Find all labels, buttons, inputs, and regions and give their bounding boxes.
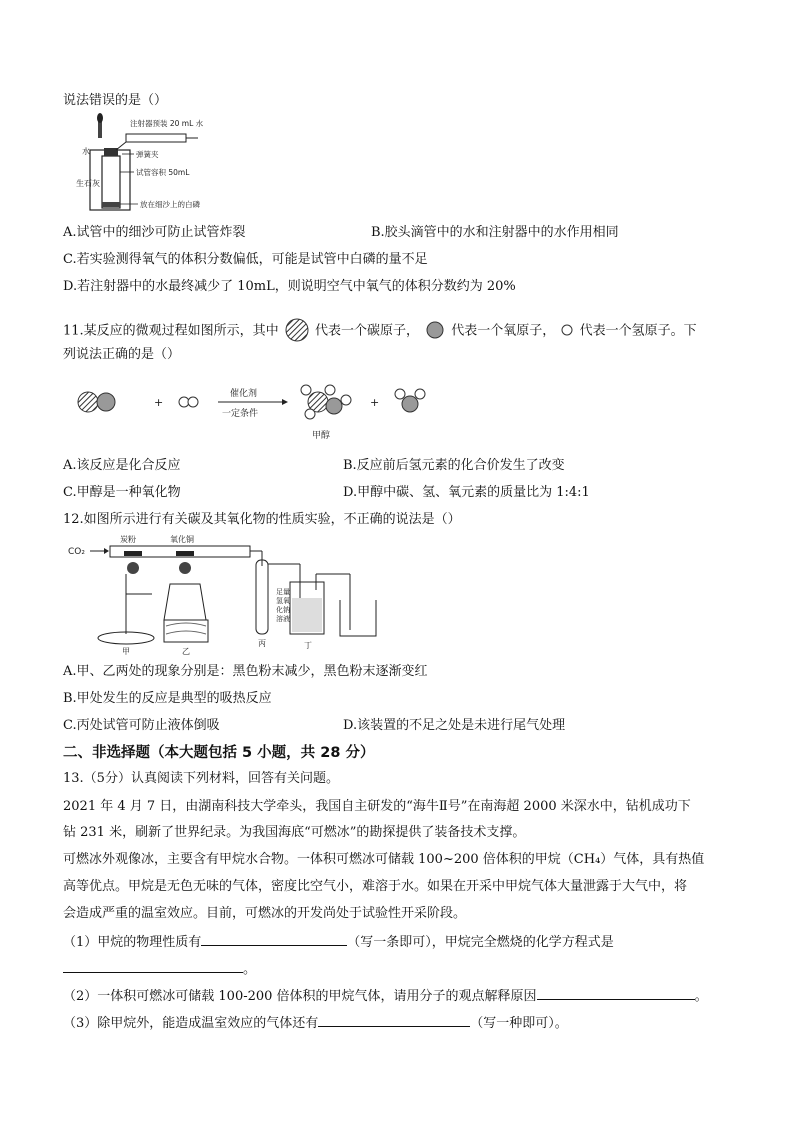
label-tube: 试管容积 50mL [136, 168, 190, 177]
q13-sub1-blank2[interactable] [63, 959, 243, 973]
q10-option-a: A.试管中的细沙可防止试管炸裂 [63, 225, 246, 240]
q12-stem: 12.如图所示进行有关碳及其氧化物的性质实验，不正确的说法是（） [63, 512, 461, 527]
passage-p1-line2: 钻 231 米，刷新了世界纪录。为我国海底“可燃冰”的勘探提供了装备技术支撑。 [63, 825, 526, 840]
q13-sub1-end: 。 [243, 962, 257, 977]
svg-text:+: + [154, 396, 164, 409]
passage-p1-line1: 2021 年 4 月 7 日，由湖南科技大学牵头，我国自主研发的“海牛Ⅱ号”在南海超 2000 米深水中，钻机成功下 [63, 799, 691, 814]
label-naoh: 足量 氢氧 化钠 溶液 [276, 588, 290, 623]
q13-stem: 13.（5分）认真阅读下列材料，回答有关问题。 [63, 771, 339, 786]
label-co2: CO₂ [68, 547, 85, 557]
q12-option-b: B.甲处发生的反应是典型的吸热反应 [63, 691, 272, 706]
q11-reaction-figure [70, 376, 430, 446]
q11-stem-part4: 代表一个氢原子。下 [579, 323, 697, 339]
q13-sub1-line1 [63, 932, 614, 952]
q13-sub2-blank[interactable] [537, 986, 695, 1000]
q11-stem-line1 [63, 318, 697, 344]
q13-sub1-line2 [63, 959, 256, 979]
q13-sub1-text-a: （1）甲烷的物理性质有 [63, 935, 202, 950]
label-bing: 丙 [258, 639, 266, 648]
q13-sub2-text: （2）一体积可燃冰可储载 100-200 倍体积的甲烷气体，请用分子的观点解释原因 [63, 989, 537, 1004]
q12-option-a: A.甲、乙两处的现象分别是：黑色粉末减少，黑色粉末逐渐变红 [63, 664, 428, 679]
q11-stem-part2: 代表一个碳原子， [314, 323, 419, 339]
label-catalyst: 催化剂 [230, 389, 258, 399]
label-clamp: 弹簧夹 [136, 150, 159, 159]
q11-stem-part1: 11.某反应的微观过程如图所示，其中 [63, 323, 279, 339]
q13-sub2-end: 。 [694, 989, 708, 1004]
passage-p2-line3: 会造成严重的温室效应。目前，可燃冰的开发尚处于试验性开采阶段。 [63, 906, 467, 921]
q13-sub3 [63, 1013, 568, 1033]
q11-option-d: D.甲醇中碳、氢、氧元素的质量比为 1:4:1 [343, 485, 590, 500]
label-yi: 乙 [182, 647, 190, 656]
q11-stem-part3: 代表一个氧原子， [451, 323, 556, 339]
q13-sub1-text-b: （写一条即可），甲烷完全燃烧的化学方程式是 [347, 935, 614, 950]
label-condition: 一定条件 [222, 409, 259, 419]
label-cuo: 氧化铜 [170, 535, 194, 544]
passage-p2-line1: 可燃冰外观像冰，主要含有甲烷水合物。一体积可燃冰可储载 100~200 倍体积的甲烷（CH₄）气体，具有热值 [63, 852, 705, 867]
svg-text:+: + [370, 396, 380, 409]
label-carbon: 炭粉 [120, 535, 136, 544]
q10-tail: 说法错误的是（） [63, 93, 168, 108]
q13-sub1-blank1[interactable] [201, 932, 347, 946]
label-jia: 甲 [122, 647, 130, 656]
label-methanol: 甲醇 [312, 431, 331, 441]
q12-option-c: C.丙处试管可防止液体倒吸 [63, 718, 220, 733]
label-ding: 丁 [304, 641, 312, 650]
q12-apparatus-figure [64, 534, 384, 658]
q10-option-c: C.若实验测得氧气的体积分数偏低，可能是试管中白磷的量不足 [63, 252, 428, 267]
q10-apparatus-figure [76, 112, 236, 212]
label-water: 水 [82, 147, 90, 156]
q12-option-d: D.该装置的不足之处是未进行尾气处理 [343, 718, 566, 733]
section-two-heading: 二、非选择题（本大题包括 5 小题，共 28 分） [63, 745, 375, 761]
label-phosphorus: 放在细沙上的白磷 [140, 200, 200, 209]
q11-option-c: C.甲醇是一种氧化物 [63, 485, 181, 500]
passage-p2-line2: 高等优点。甲烷是无色无味的气体，密度比空气小，难溶于水。如果在开采中甲烷气体大量泄露于大气中，将 [63, 879, 688, 894]
q13-sub3-text-b: （写一种即可）。 [470, 1016, 568, 1031]
q10-option-b: B.胶头滴管中的水和注射器中的水作用相同 [371, 225, 619, 240]
carbon-atom-icon [283, 318, 311, 344]
q13-sub3-text-a: （3）除甲烷外，能造成温室效应的气体还有 [63, 1016, 319, 1031]
q11-stem-line2: 列说法正确的是（） [63, 347, 181, 362]
label-syringe: 注射器预装 20 mL 水 [130, 119, 204, 128]
q13-sub3-blank[interactable] [318, 1013, 470, 1027]
q11-option-a: A.该反应是化合反应 [63, 458, 181, 473]
q10-option-d: D.若注射器中的水最终减少了 10mL，则说明空气中氧气的体积分数约为 20% [63, 279, 516, 294]
q11-option-b: B.反应前后氢元素的化合价发生了改变 [343, 458, 565, 473]
label-lime: 生石灰 [76, 179, 100, 188]
q13-sub2 [63, 986, 708, 1006]
oxygen-atom-icon [423, 320, 447, 342]
hydrogen-atom-icon [559, 323, 575, 339]
